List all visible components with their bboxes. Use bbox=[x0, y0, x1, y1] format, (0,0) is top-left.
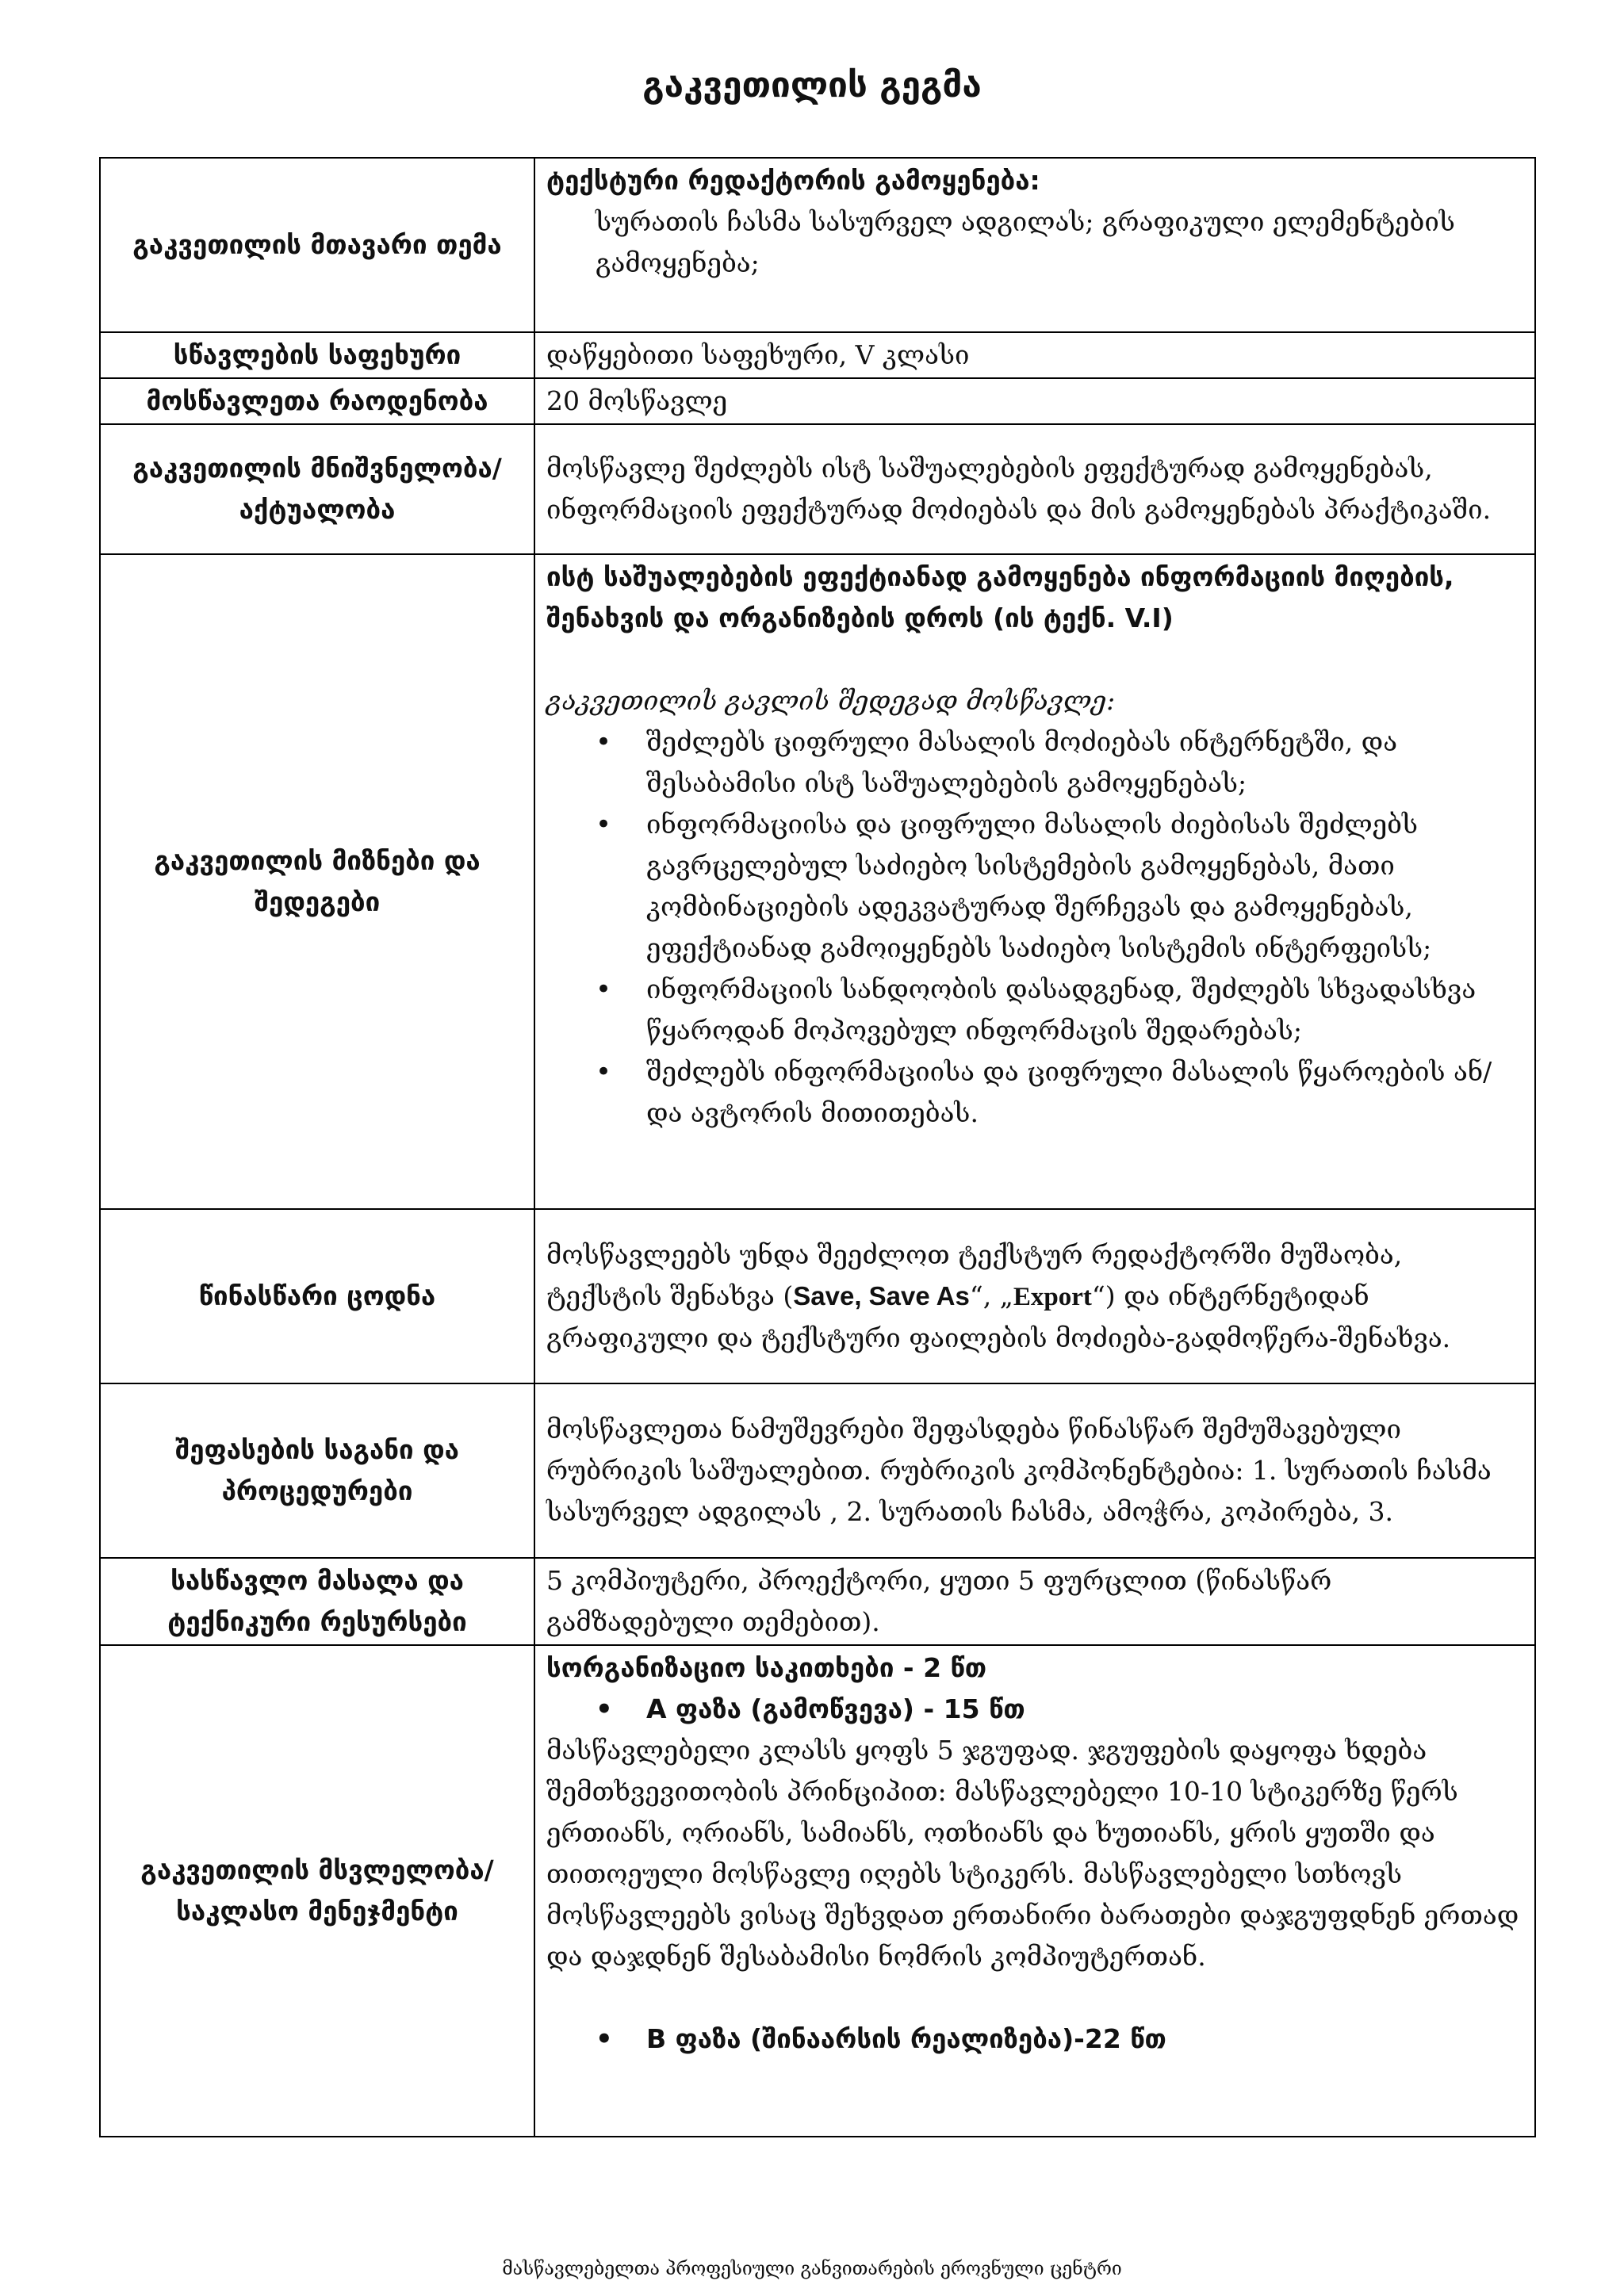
value-relevance: მოსწავლე შეძლებს ისტ საშუალებების ეფექტურად გამოყენებას, ინფორმაციის ეფექტურად მოძიებას და მის გამოყენებას პრაქტიკაში. bbox=[534, 424, 1535, 554]
label-prior: წინასწარი ცოდნა bbox=[100, 1209, 534, 1383]
label-level: სწავლების საფეხური bbox=[100, 332, 534, 378]
prior-text-a: მოსწავლეებს უნდა შეეძლოთ ტექსტურ რედაქტორში მუშაობა, ტექსტის შენახვა ( bbox=[546, 1238, 1403, 1311]
goals-list bbox=[546, 721, 1523, 1134]
page-footer: მასწავლებელთა პროფესიული განვითარების ეროვნული ცენტრი bbox=[502, 2259, 1122, 2279]
table-row-students bbox=[100, 378, 1535, 424]
process-org: სორგანიზაციო საკითხები - 2 წთ bbox=[546, 1652, 987, 1683]
prior-text-b: “, „ bbox=[969, 1280, 1013, 1311]
label-assessment: შეფასების საგანი და პროცედურები bbox=[100, 1383, 534, 1558]
table-row-prior bbox=[100, 1209, 1535, 1383]
value-level: დაწყებითი საფეხური, V კლასი bbox=[534, 332, 1535, 378]
theme-text: სურათის ჩასმა სასურველ ადგილას; გრაფიკული ელემენტების გამოყენება; bbox=[596, 206, 1455, 278]
table-row-theme bbox=[100, 158, 1535, 332]
table-row-relevance bbox=[100, 424, 1535, 554]
theme-heading: ტექსტური რედაქტორის გამოყენება: bbox=[546, 165, 1040, 196]
value-materials: 5 კომპიუტერი, პროექტორი, ყუთი 5 ფურცლით (წინასწარ გამზადებული თემებით). bbox=[534, 1558, 1535, 1645]
list-item: • A ფაზა (გამოწვევა) - 15 წთ bbox=[646, 1689, 1523, 1730]
page-title: გაკვეთილის გეგმა bbox=[642, 65, 982, 105]
label-process: გაკვეთილის მსვლელობა/საკლასო მენეჯმენტი bbox=[100, 1645, 534, 2137]
list-item: • შეძლებს ციფრული მასალის მოძიებას ინტერნეტში, და შესაბამისი ისტ საშუალებების გამოყენებას; bbox=[646, 721, 1523, 804]
lesson-plan-table bbox=[99, 157, 1536, 2137]
label-goals: გაკვეთილის მიზნები და შედეგები bbox=[100, 554, 534, 1209]
phase-b-list bbox=[546, 2019, 1523, 2060]
value-process bbox=[534, 1645, 1535, 2137]
value-theme bbox=[534, 158, 1535, 332]
prior-text-c: “) და ინტერნეტიდან გრაფიკული და ტექსტური ფაილების მოძიება-გადმოწერა-შენახვა. bbox=[546, 1280, 1451, 1353]
label-relevance: გაკვეთილის მნიშვნელობა/აქტუალობა bbox=[100, 424, 534, 554]
goals-intro: გაკვეთილის გავლის შედეგად მოსწავლე: bbox=[546, 685, 1116, 716]
list-item: • ინფორმაციის სანდოობის დასადგენად, შეძლებს სხვადასხვა წყაროდან მოპოვებულ ინფორმაცის შედარებას; bbox=[646, 969, 1523, 1051]
goals-heading: ისტ საშუალებების ეფექტიანად გამოყენება ინფორმაციის მიღების, შენახვის და ორგანიზების დროს (ის ტექნ. V.I) bbox=[546, 561, 1454, 633]
prior-export: Export bbox=[1013, 1282, 1092, 1311]
value-students: 20 მოსწავლე bbox=[534, 378, 1535, 424]
label-materials: სასწავლო მასალა და ტექნიკური რესურსები bbox=[100, 1558, 534, 1645]
value-prior bbox=[534, 1209, 1535, 1383]
list-item: • B ფაზა (შინაარსის რეალიზება)-22 წთ bbox=[646, 2019, 1523, 2060]
phase-a-list bbox=[546, 1689, 1523, 1730]
table-row-goals bbox=[100, 554, 1535, 1209]
list-item: • ინფორმაციისა და ციფრული მასალის ძიებისას შეძლებს გავრცელებულ საძიებო სისტემების გამოყენებას, მათი კომბინაციების ადეკვატურად შერჩევას და გამოყენებას, ეფექტიანად გამოიყენებს საძიებო სისტემის ინტერფეისს; bbox=[646, 804, 1523, 969]
label-students: მოსწავლეთა რაოდენობა bbox=[100, 378, 534, 424]
value-assessment: მოსწავლეთა ნამუშევრები შეფასდება წინასწარ შემუშავებული რუბრიკის საშუალებით. რუბრიკის კომპონენტებია: 1. სურათის ჩასმა სასურველ ადგილას , 2. სურათის ჩასმა, ამოჭრა, კოპირება, 3. bbox=[534, 1383, 1535, 1558]
table-row-level bbox=[100, 332, 1535, 378]
table-row-assessment bbox=[100, 1383, 1535, 1558]
label-theme: გაკვეთილის მთავარი თემა bbox=[100, 158, 534, 332]
value-goals bbox=[534, 554, 1535, 1209]
table-row-materials bbox=[100, 1558, 1535, 1645]
table-row-process bbox=[100, 1645, 1535, 2137]
phase-a-text: მასწავლებელი კლასს ყოფს 5 ჯგუფად. ჯგუფების დაყოფა ხდება შემთხვევითობის პრინციპით: მასწავლებელი 10-10 სტიკერზე წერს ერთიანს, ორიანს, სამიანს, ოთხიანს და ხუთიანს, ყრის ყუთში და თითოეული მოსწავლე იღებს სტიკერს. მასწავლებელი სთხოვს მოსწავლეებს ვისაც შეხვდათ ერთანირი ბარათები დაჯგუფდნენ ერთად და დაჯდნენ შესაბამისი ნომრის კომპიუტერთან. bbox=[546, 1735, 1519, 1972]
prior-save: Save, Save As bbox=[793, 1280, 970, 1311]
list-item: • შეძლებს ინფორმაციისა და ციფრული მასალის წყაროების ან/და ავტორის მითითებას. bbox=[646, 1051, 1523, 1134]
